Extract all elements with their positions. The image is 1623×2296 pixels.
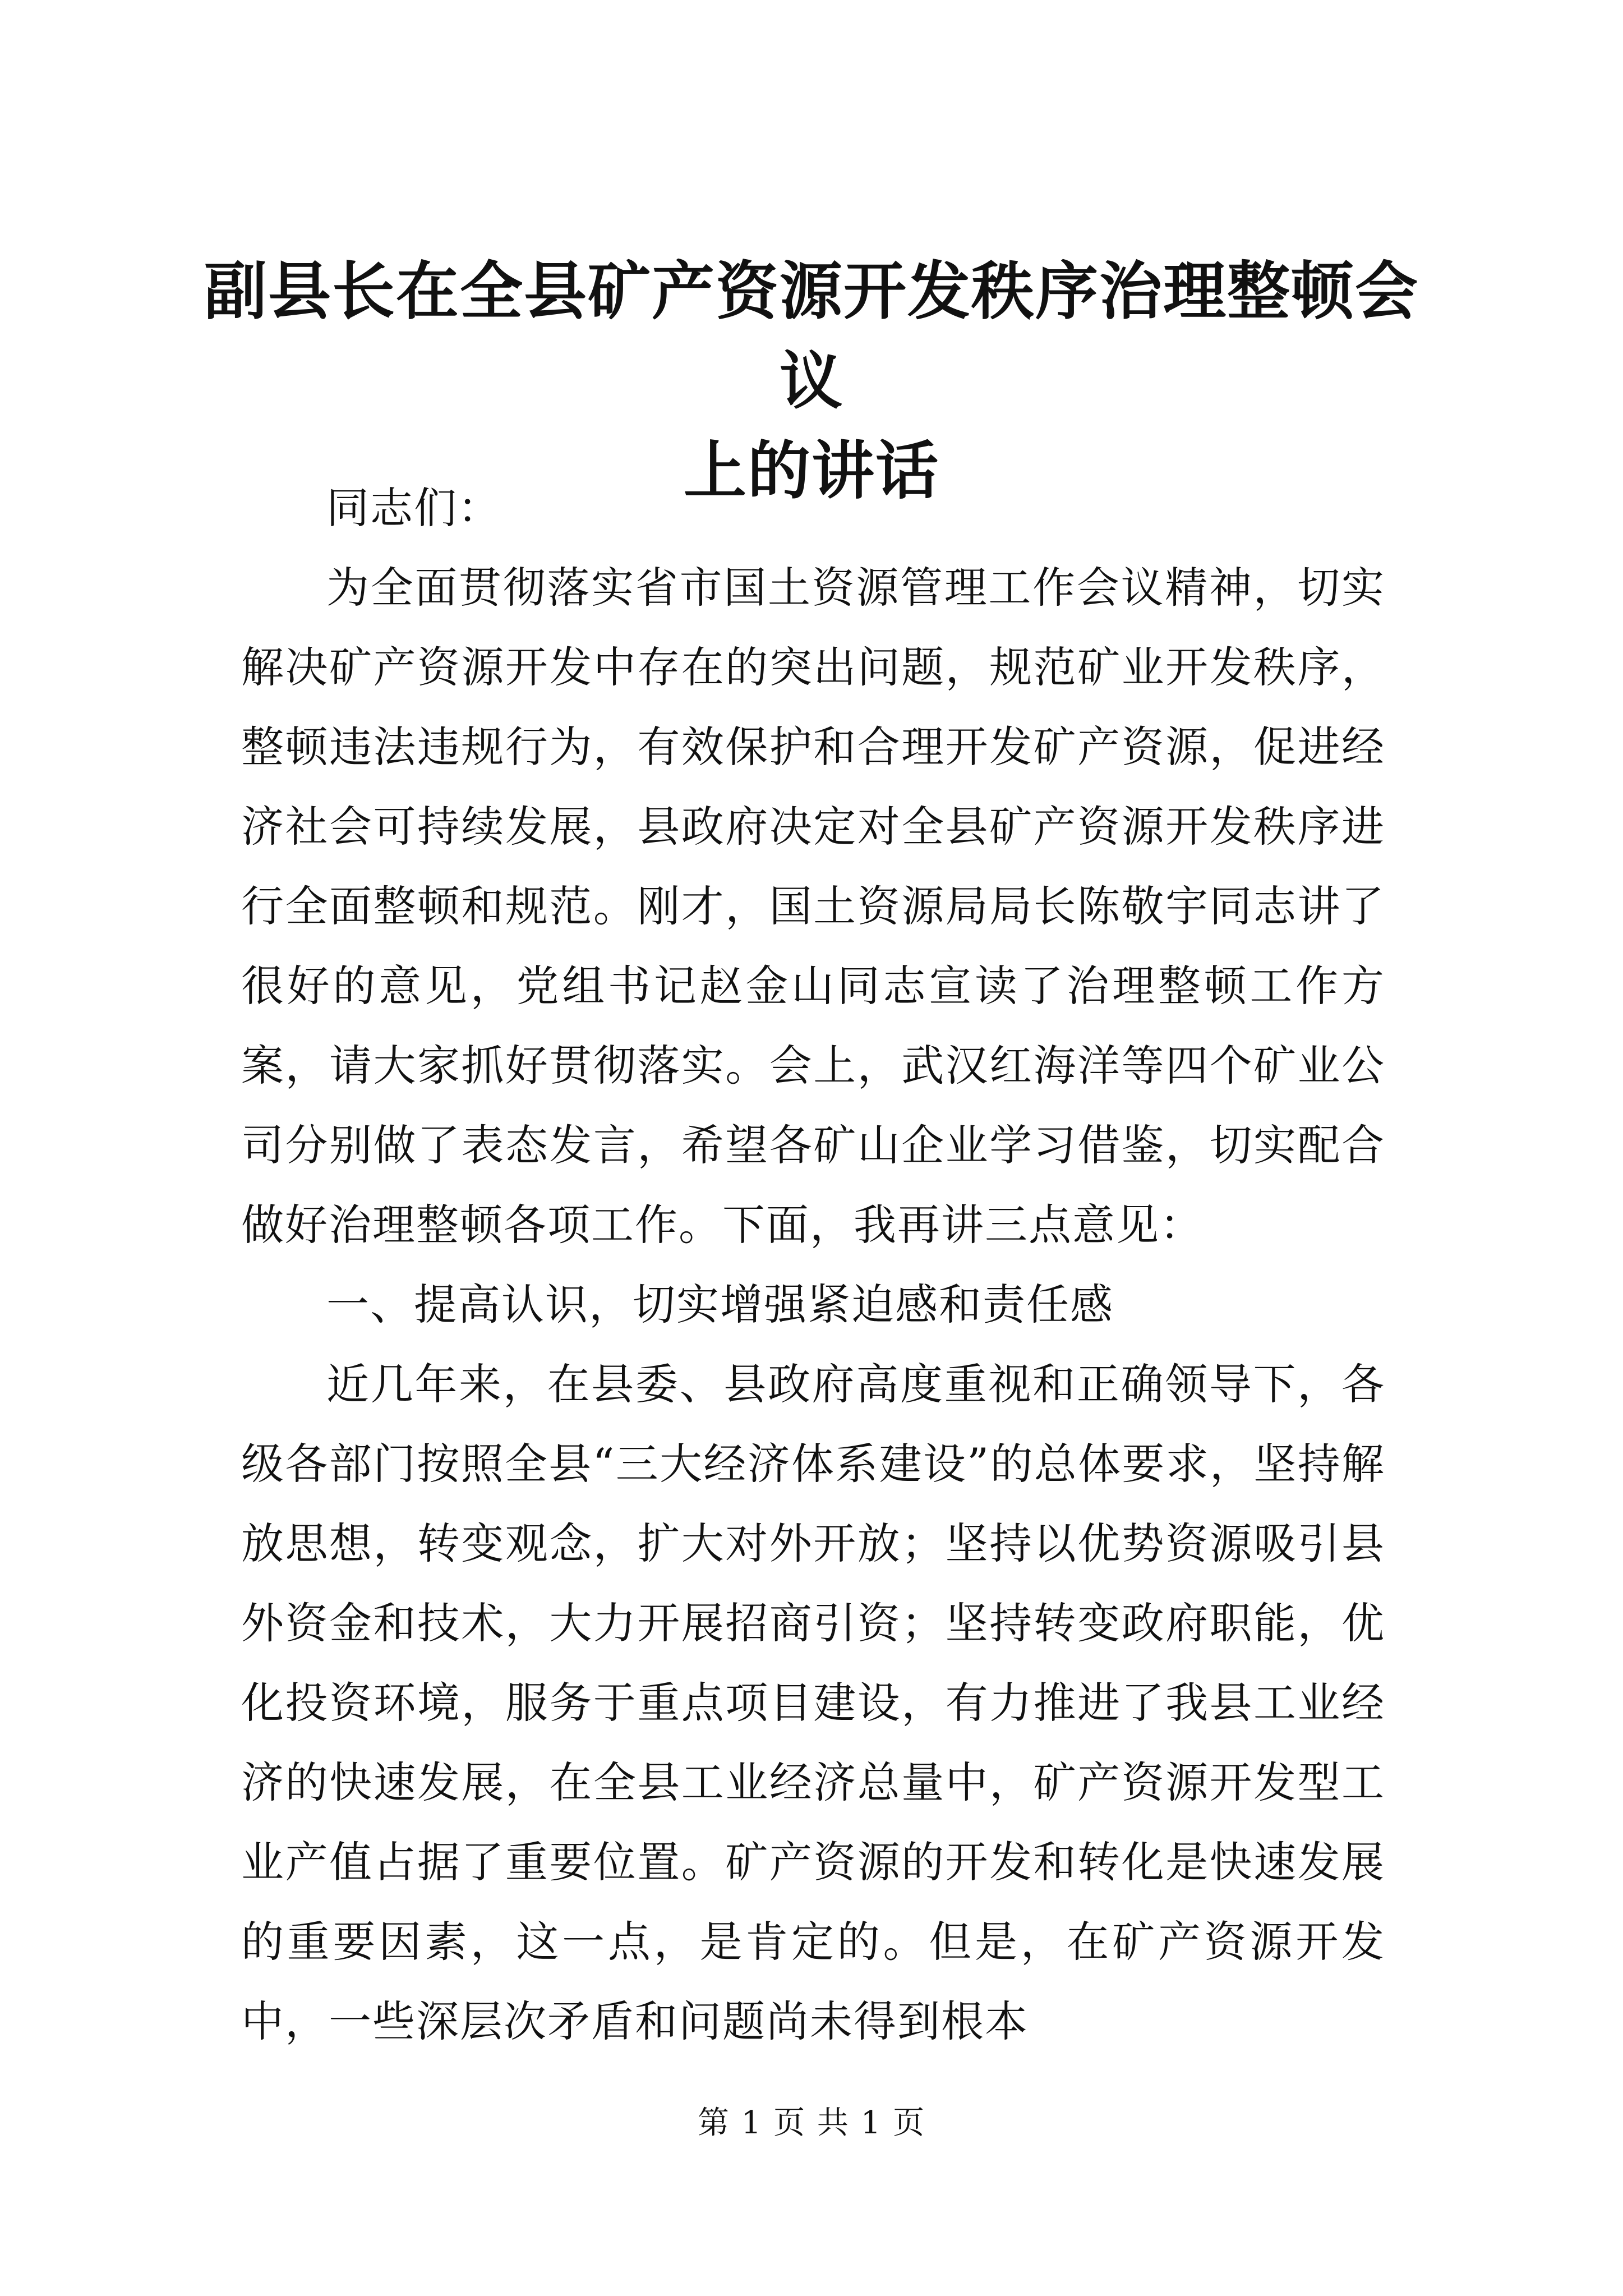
section-heading-1: 一、提高认识，切实增强紧迫感和责任感 [326, 1280, 1114, 1329]
title-line-2: 上的讲话 [684, 434, 939, 508]
paragraph-section-1: 近几年来，在县委、县政府高度重视和正确领导下，各级各部门按照全县“三大经济体系建设”的总体要求，坚持解放思想，转变观念，扩大对外开放；坚持以优势资源吸引县外资金和技术，大力开展招商引资；坚持转变政府职能，优化投资环境，服务于重点项目建设，有力推进了我县工业经济的快速发展，在全县工业经济总量中，矿产资源开发型工业产值占据了重要位置。矿产资源的开发和转化是快速发展的重要因素，这一点，是肯定的。但是，在矿产资源开发中，一些深层次矛盾和问题尚未得到根本 [241, 1359, 1385, 2046]
page-footer: 第 1 页 共 1 页 [697, 2105, 926, 2141]
paragraph-intro: 为全面贯彻落实省市国土资源管理工作会议精神，切实解决矿产资源开发中存在的突出问题，规范矿业开发秩序，整顿违法违规行为，有效保护和合理开发矿产资源，促进经济社会可持续发展，县政府决定对全县矿产资源开发秩序进行全面整顿和规范。刚才，国土资源局局长陈敬宇同志讲了很好的意见，党组书记赵金山同志宣读了治理整顿工作方案，请大家抓好贯彻落实。会上，武汉红海洋等四个矿业公司分别做了表态发言，希望各矿山企业学习借鉴，切实配合做好治理整顿各项工作。下面，我再讲三点意见： [241, 563, 1385, 1250]
salutation: 同志们： [326, 483, 501, 533]
title-line-1: 副县长在全县矿产资源开发秩序治理整顿会议 [204, 255, 1419, 418]
document-body [241, 468, 1385, 2062]
